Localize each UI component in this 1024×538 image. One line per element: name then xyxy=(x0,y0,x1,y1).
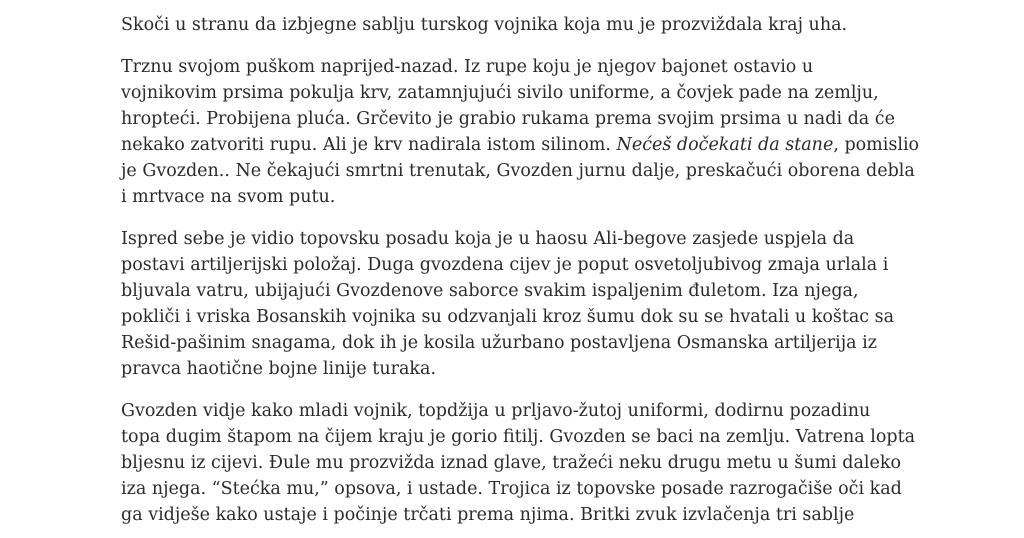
paragraph-1 xyxy=(121,12,911,38)
text-line: Skoči u stranu da izbjegne sablju turskog vojnika koja mu je prozviždala kraj uha. xyxy=(121,15,848,35)
text-line: hropteći. Probijena pluća. Grčevito je grabio rukama prema svojim prsima u nadi da će xyxy=(121,109,895,129)
text-line: bljuvala vatru, ubijajući Gvozdenove saborce svakim ispaljenim đuletom. Iza njega, xyxy=(121,281,859,301)
text-line: vojnikovim prsima pokulja krv, zatamnjujući sivilo uniforme, a čovjek pade na zemlju, xyxy=(121,83,879,103)
text-line: i mrtvace na svom putu. xyxy=(121,187,336,207)
text-segment: , pomislio xyxy=(833,135,920,155)
text-line: pravca haotične bojne linije turaka. xyxy=(121,359,437,379)
text-line: topa dugim štapom na čijem kraju je gorio fitilj. Gvozden se baci na zemlju. Vatrena lopta xyxy=(121,427,916,447)
article-body xyxy=(121,0,920,538)
paragraph-2 xyxy=(121,54,920,210)
text-segment: nekako zatvoriti rupu. Ali je krv nadirala istom silinom. xyxy=(121,135,617,155)
text-line: pokliči i vriska Bosanskih vojnika su odzvanjali kroz šumu dok su se hvatali u koštac sa xyxy=(121,307,895,327)
text-line: iza njega. “Stećka mu,” opsova, i ustade. Trojica iz topovske posade razrogačiše oči kad xyxy=(121,479,902,499)
text-line-with-italic xyxy=(121,132,920,158)
text-line: Gvozden vidje kako mladi vojnik, topdžija u prljavo-žutoj uniformi, dodirnu pozadinu xyxy=(121,401,871,421)
text-line: ga vidješe kako ustaje i počinje trčati prema njima. Britki zvuk izvlačenja tri sablje xyxy=(121,505,855,525)
text-line: bljesnu iz cijevi. Đule mu prozviždа iznad glave, tražeći neku drugu metu u šumi daleko xyxy=(121,453,901,473)
text-line: Ispred sebe je vidio topovsku posadu koja je u haosu Ali-begove zasjede uspjela da xyxy=(121,229,855,249)
text-line: je Gvozden.. Ne čekajući smrtni trenutak, Gvozden jurnu dalje, preskačući oborena debla xyxy=(121,161,915,181)
italic-thought: Nećeš dočekati da stane xyxy=(616,135,834,155)
paragraph-4 xyxy=(121,398,916,528)
text-line: Trznu svojom puškom naprijed-nazad. Iz rupe koju je njegov bajonet ostavio u xyxy=(121,57,814,77)
text-line: postavi artiljerijski položaj. Duga gvozdena cijev je poput osvetoljubivog zmaja urlala i xyxy=(121,255,889,275)
text-line: Rešid-pašinim snagama, dok ih je kosila užurbano postavljena Osmanska artiljerija iz xyxy=(121,333,877,353)
paragraph-3 xyxy=(121,226,911,382)
